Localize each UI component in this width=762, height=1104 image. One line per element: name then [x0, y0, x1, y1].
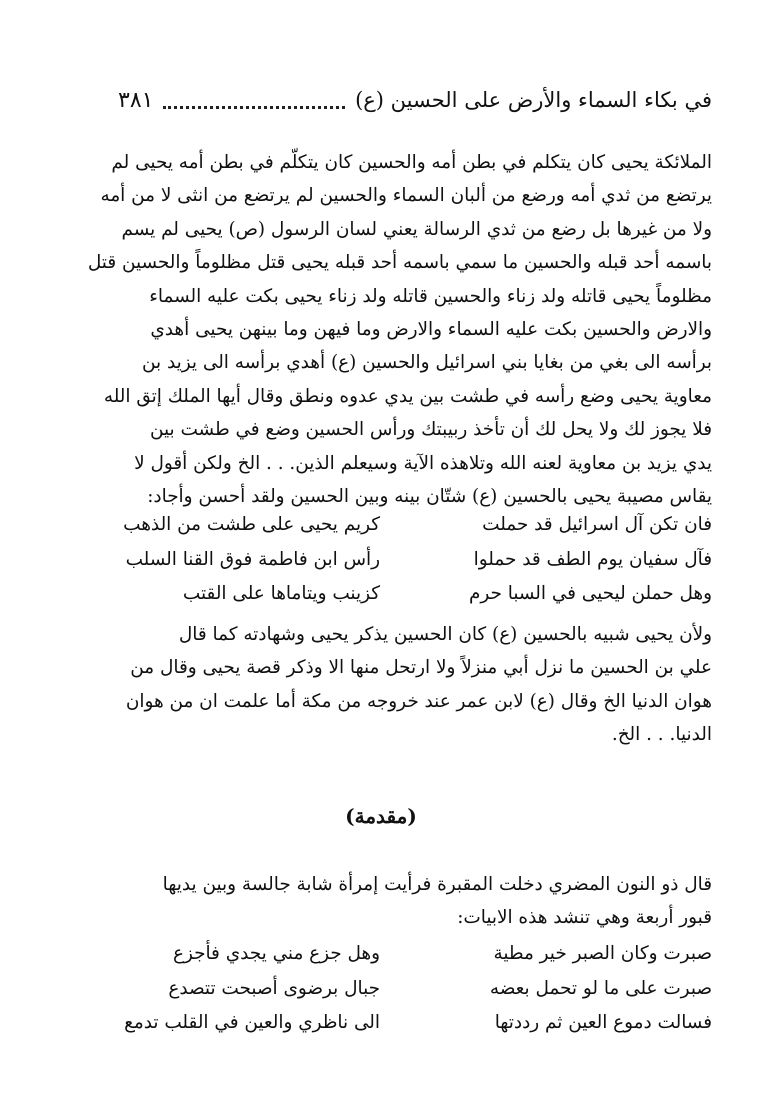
text-line: مظلوماً يحيى قاتله ولد زناء والحسين قاتله ولد زناء يحيى بكت عليه السماء — [149, 285, 712, 307]
verse-first-hemistich: فسالت دموع العين ثم رددتها — [494, 1012, 712, 1033]
text-line: يدي يزيد بن معاوية لعنه الله وتلاهذه الآية وسيعلم الذين. . . الخ ولكن أقول لا — [134, 452, 712, 474]
verse-second-hemistich: كزينب ويتاماها على القتب — [182, 583, 380, 604]
verse-second-hemistich: وهل جزع مني يجدي فأجزع — [172, 943, 380, 964]
verse-first-hemistich: صبرت على ما لو تحمل بعضه — [489, 977, 712, 999]
paragraph-3 — [48, 868, 712, 935]
running-title: في بكاء السماء والأرض على الحسين (ع) — [355, 88, 712, 112]
verse-first-hemistich: فان تكن آل اسرائيل قد حملت — [482, 514, 712, 535]
text-line: برأسه الى بغي من بغايا بني اسرائيل والحسين (ع) أهدي برأسه الى يزيد بن — [142, 352, 712, 374]
verse-first-hemistich: صبرت وكان الصبر خير مطية — [493, 943, 712, 964]
poem-1 — [60, 508, 712, 612]
verse-first-hemistich: وهل حملن ليحيى في السبا حرم — [468, 583, 712, 604]
text-line: الملائكة يحيى كان يتكلم في بطن أمه والحسين كان يتكلّم في بطن أمه يحيى لم — [111, 152, 712, 173]
running-header — [118, 82, 712, 118]
verse-line — [60, 937, 712, 972]
text-line: ولا من غيرها بل رضع من ثدي الرسالة يعني لسان الرسول (ص) يحيى لم يسم — [121, 218, 712, 240]
verse-line — [60, 972, 712, 1007]
text-line: معاوية يحيى وضع رأسه في طشت بين يدي عدوه ونطق وقال أيها الملك إتق الله — [103, 385, 712, 407]
verse-second-hemistich: الى ناظري والعين في القلب تدمع — [124, 1012, 380, 1033]
text-line: والارض والحسين بكت عليه السماء والارض وما فيهن وما بينهن يحيى أهدي — [150, 319, 712, 341]
verse-second-hemistich: رأس ابن فاطمة فوق القنا السلب — [125, 548, 380, 570]
text-line: باسمه أحد قبله والحسين ما سمي باسمه أحد قبله يحيى قتل مظلوماً والحسين قتل — [87, 252, 712, 274]
verse-second-hemistich: كريم يحيى على طشت من الذهب — [123, 514, 380, 535]
paragraph-1 — [48, 146, 712, 513]
page-number: ٣٨١ — [118, 87, 154, 113]
poem-2 — [60, 937, 712, 1041]
paragraph-2 — [48, 618, 712, 752]
text-line: فلا يجوز لك ولا يحل لك أن تأخذ ربيبتك ورأس الحسين وضع في طشت بين — [149, 419, 712, 441]
text-line: قبور أربعة وهي تنشد هذه الابيات: — [457, 907, 712, 929]
text-line: الدنيا. . . الخ. — [611, 724, 712, 746]
text-line: يقاس مصيبة يحيى بالحسين (ع) شتّان بينه وبين الحسين ولقد أحسن وأجاد: — [147, 486, 712, 508]
leader-dots — [163, 104, 345, 109]
text-line: يرتضع من ثدي أمه ورضع من ألبان السماء والحسين لم يرتضع من انثى لا من أمه — [100, 185, 712, 207]
text-line: هوان الدنيا الخ وقال (ع) لابن عمر عند خروجه من مكة أما علمت ان من هوان — [125, 690, 712, 712]
text-line: قال ذو النون المضري دخلت المقبرة فرأيت إمرأة شابة جالسة وبين يديها — [162, 874, 712, 895]
text-line: علي بن الحسين ما نزل أبي منزلاً ولا ارتحل منها الا وذكر قصة يحيى وقال من — [130, 657, 712, 679]
text-line: ولأن يحيى شبيه بالحسين (ع) كان الحسين يذكر يحيى وشهادته كما قال — [178, 624, 712, 645]
verse-line — [60, 1006, 712, 1041]
verse-line — [60, 543, 712, 578]
verse-line — [60, 577, 712, 612]
verse-second-hemistich: جبال برضوى أصبحت تتصدع — [168, 977, 380, 999]
section-heading: (مقدمة) — [345, 804, 417, 828]
verse-first-hemistich: فآل سفيان يوم الطف قد حملوا — [473, 548, 712, 570]
verse-line — [60, 508, 712, 543]
